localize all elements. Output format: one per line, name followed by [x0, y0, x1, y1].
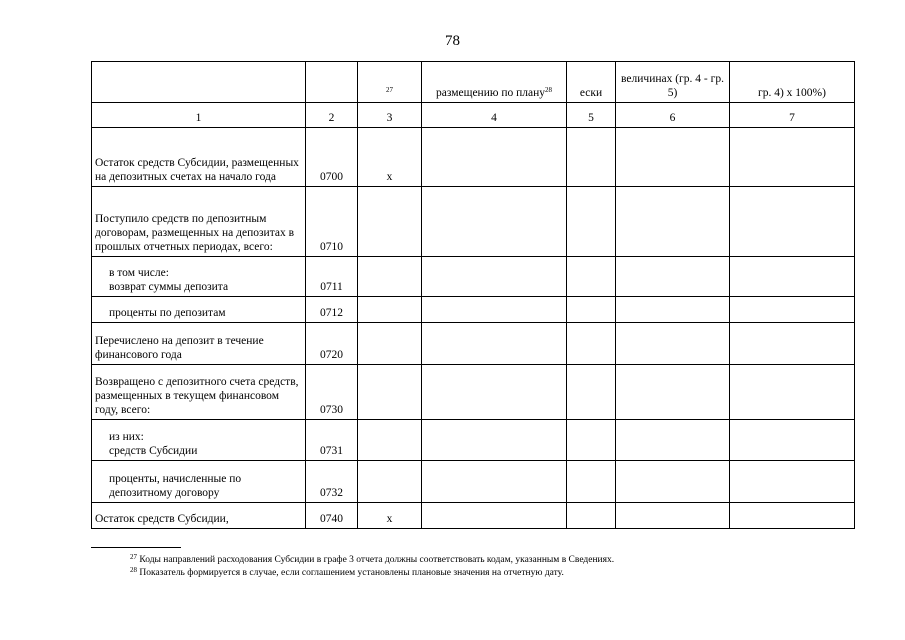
column-number: 1: [92, 103, 306, 128]
row-mark: [358, 257, 422, 297]
value-cell: [730, 187, 855, 257]
value-cell: [567, 128, 616, 187]
table-row: [92, 297, 855, 323]
footnote-text: Коды направлений расходования Субсидии в графе 3 отчета должны соответствовать кодам, указанным в Сведениях.: [137, 555, 615, 565]
value-cell: [567, 323, 616, 365]
value-cell: [422, 297, 567, 323]
row-label-line: из них:: [109, 431, 144, 443]
row-label-line: в том числе:: [109, 267, 169, 279]
value-cell: [567, 461, 616, 503]
footnote-marker: 28: [130, 566, 137, 574]
row-label: Перечислено на депозит в течение финансового года: [92, 323, 306, 365]
column-number-row: [92, 103, 855, 128]
row-label-line: возврат суммы депозита: [109, 281, 229, 293]
column-number: 2: [306, 103, 358, 128]
row-label: [92, 461, 306, 503]
row-code: 0730: [306, 365, 358, 420]
row-code: 0712: [306, 297, 358, 323]
row-code: 0740: [306, 503, 358, 529]
row-code: 0710: [306, 187, 358, 257]
footnote-divider: [91, 547, 181, 548]
footnote-ref-28: 28: [545, 86, 553, 94]
row-code: 0720: [306, 323, 358, 365]
row-mark: [358, 297, 422, 323]
footnote-text: Показатель формируется в случае, если соглашением установлены плановые значения на отчетную дату.: [137, 568, 564, 578]
footnote-marker: 27: [130, 553, 137, 561]
table-row: [92, 128, 855, 187]
deposit-report-table: [91, 61, 855, 529]
value-cell: [567, 503, 616, 529]
header-cell-4: [422, 62, 567, 103]
value-cell: [616, 297, 730, 323]
header-cell-5: ески: [567, 62, 616, 103]
value-cell: [567, 365, 616, 420]
header-cell-6: величинах (гр. 4 - гр. 5): [616, 62, 730, 103]
value-cell: [730, 128, 855, 187]
value-cell: [422, 257, 567, 297]
header-plan-text: размещению по плану: [435, 87, 546, 99]
column-number: 3: [358, 103, 422, 128]
row-mark: x: [358, 503, 422, 529]
row-mark: x: [358, 128, 422, 187]
row-label-line: проценты, начисленные по депозитному договору: [109, 473, 242, 499]
value-cell: [616, 187, 730, 257]
value-cell: [422, 503, 567, 529]
column-number: 5: [567, 103, 616, 128]
value-cell: [567, 297, 616, 323]
row-code: 0731: [306, 420, 358, 461]
row-mark: [358, 365, 422, 420]
value-cell: [422, 323, 567, 365]
table-row: [92, 257, 855, 297]
header-cell-7: гр. 4) x 100%): [730, 62, 855, 103]
value-cell: [616, 128, 730, 187]
row-mark: [358, 420, 422, 461]
value-cell: [422, 461, 567, 503]
value-cell: [616, 503, 730, 529]
column-number: 4: [422, 103, 567, 128]
column-number: 6: [616, 103, 730, 128]
value-cell: [730, 461, 855, 503]
value-cell: [422, 128, 567, 187]
table-row: [92, 420, 855, 461]
header-cell-3: [358, 62, 422, 103]
row-label: [92, 420, 306, 461]
table-row: [92, 461, 855, 503]
row-label: Поступило средств по депозитным договорам, размещенных на депозитах в прошлых отчетных периодах, всего:: [92, 187, 306, 257]
row-label: [92, 257, 306, 297]
value-cell: [616, 323, 730, 365]
footnote-28: [130, 567, 614, 580]
row-label: Остаток средств Субсидии, размещенных на депозитных счетах на начало года: [92, 128, 306, 187]
value-cell: [616, 461, 730, 503]
value-cell: [616, 420, 730, 461]
header-row: [92, 62, 855, 103]
row-label: Возвращено с депозитного счета средств, размещенных в текущем финансовом году, всего:: [92, 365, 306, 420]
value-cell: [422, 420, 567, 461]
value-cell: [730, 257, 855, 297]
row-mark: [358, 323, 422, 365]
value-cell: [730, 420, 855, 461]
value-cell: [567, 420, 616, 461]
value-cell: [616, 365, 730, 420]
value-cell: [616, 257, 730, 297]
table-row: [92, 503, 855, 529]
value-cell: [422, 187, 567, 257]
value-cell: [730, 323, 855, 365]
value-cell: [730, 503, 855, 529]
table-row: [92, 187, 855, 257]
row-code: 0711: [306, 257, 358, 297]
header-cell-1: [92, 62, 306, 103]
row-mark: [358, 461, 422, 503]
row-code: 0732: [306, 461, 358, 503]
row-label: [92, 297, 306, 323]
table-row: [92, 365, 855, 420]
footnote-27: [130, 554, 614, 567]
value-cell: [567, 257, 616, 297]
table-row: [92, 323, 855, 365]
value-cell: [567, 187, 616, 257]
row-label-line: проценты по депозитам: [109, 307, 226, 319]
value-cell: [730, 365, 855, 420]
row-label-line: средств Субсидии: [109, 445, 198, 457]
value-cell: [422, 365, 567, 420]
header-cell-2: [306, 62, 358, 103]
row-label: Остаток средств Субсидии,: [92, 503, 306, 529]
column-number: 7: [730, 103, 855, 128]
footnotes: [130, 554, 614, 580]
page-number: 78: [445, 33, 460, 49]
row-code: 0700: [306, 128, 358, 187]
footnote-ref-27: 27: [386, 86, 393, 94]
row-mark: [358, 187, 422, 257]
value-cell: [730, 297, 855, 323]
